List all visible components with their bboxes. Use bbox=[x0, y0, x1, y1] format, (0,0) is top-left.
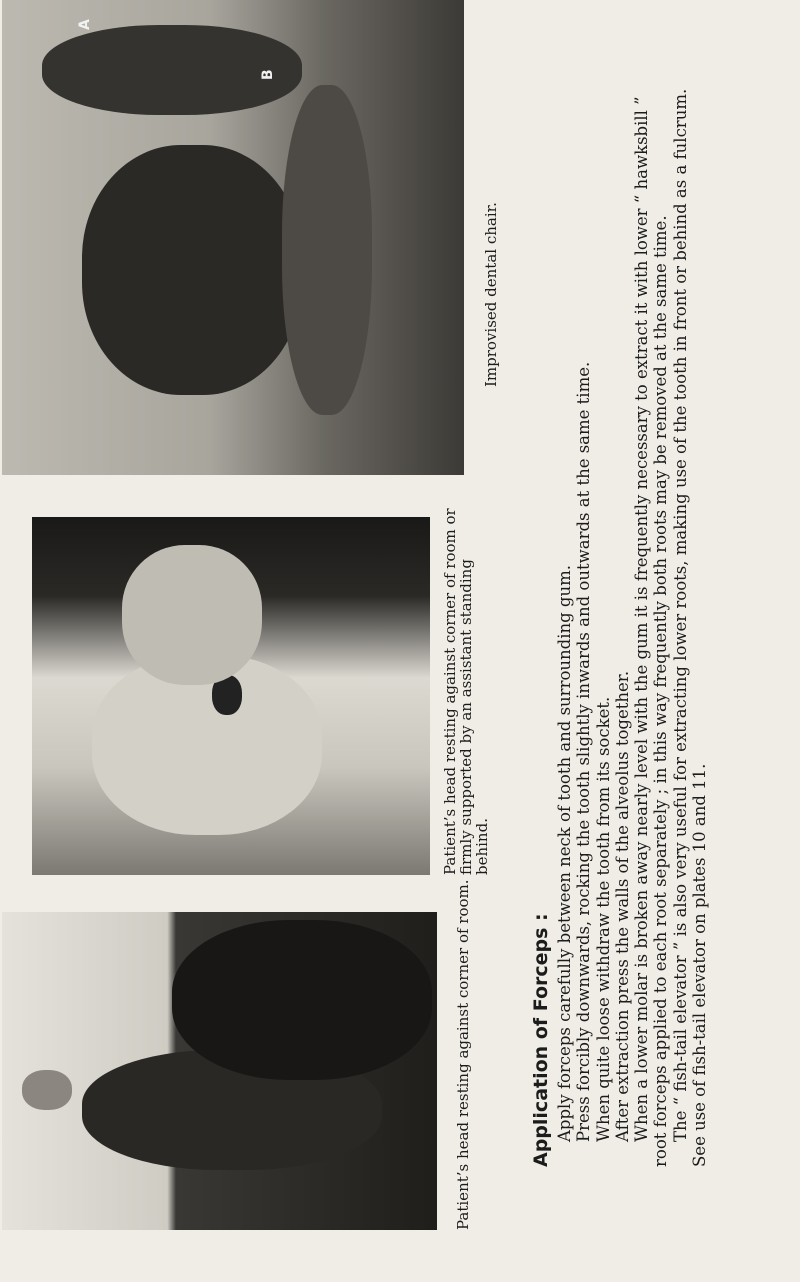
paragraph: The “ fish-tail elevator ” is also very useful for extracting lower roots, making use of the tooth in front or behind as a fulcrum. See use of fish-tail elevator on plates 10 and 11. bbox=[670, 88, 710, 1167]
figure-caption-3: Improvised dental chair. bbox=[482, 202, 500, 387]
photo-improvised-chair bbox=[2, 0, 464, 475]
photo-forceps-closeup bbox=[32, 517, 430, 875]
section-body bbox=[555, 87, 709, 1167]
step-item: After extraction press the walls of the alveolus together. bbox=[612, 670, 632, 1142]
figure-caption-1: Patient’s head resting against corner of room. bbox=[454, 879, 472, 1230]
figure-caption-2: Patient’s head resting against corner of room or firmly supported by an assistant standing behind. bbox=[441, 508, 491, 875]
step-item: When quite loose withdraw the tooth from its socket. bbox=[593, 696, 613, 1142]
photo-label-b: B bbox=[260, 69, 276, 80]
photo-label-a: A bbox=[77, 19, 93, 30]
step-item: Apply forceps carefully between neck of tooth and surrounding gum. bbox=[555, 564, 574, 1142]
steps-list bbox=[555, 87, 632, 1167]
photo-corner-of-room bbox=[2, 912, 437, 1230]
step-item: Press forcibly downwards, rocking the tooth slightly inwards and outwards at the same time. bbox=[574, 361, 594, 1142]
section-heading: Application of Forceps : bbox=[530, 913, 552, 1167]
paragraph: When a lower molar is broken away nearly level with the gum it is frequently necessary to extract it with lower “ hawksbill ” root forceps applied to each root separately ; in this way frequently both roots may be removed at the same time. bbox=[632, 96, 671, 1167]
